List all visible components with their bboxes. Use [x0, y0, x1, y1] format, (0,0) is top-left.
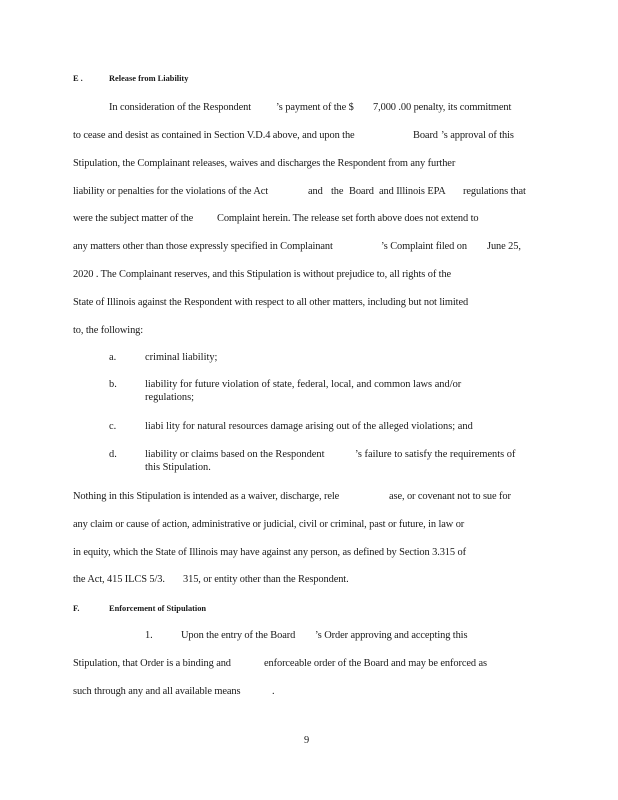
text-line: in equity, which the State of Illinois may have against any person, as defined by Section 3.315 of — [73, 547, 466, 558]
text-line: any matters other than those expressly specified in Complainant — [73, 241, 333, 252]
list-item-text: liabi lity for natural resources damage arising out of the alleged violations; and — [145, 421, 473, 432]
text-line: Upon the entry of the Board — [181, 630, 296, 641]
text-line: 315, or entity other than the Respondent. — [183, 574, 349, 585]
text-line: In consideration of the Respondent — [109, 102, 252, 113]
list-item-text: liability or claims based on the Respondent — [145, 449, 325, 460]
list-item-letter: c. — [109, 421, 117, 432]
text-line: any claim or cause of action, administrative or judicial, civil or criminal, past or future, in law or — [73, 519, 465, 530]
list-item-text: ’s failure to satisfy the requirements of — [355, 449, 516, 460]
list-item-text: regulations; — [145, 392, 195, 403]
text-line: Complaint herein. The release set forth above does not extend to — [217, 213, 479, 224]
page-number: 9 — [304, 735, 310, 746]
text-line: enforceable order of the Board and may be enforced as — [264, 658, 487, 669]
list-item-letter: a. — [109, 352, 117, 363]
text-line: Board — [413, 130, 438, 141]
text-line: . — [272, 686, 275, 697]
section-f-letter: F. — [73, 604, 80, 613]
text-line: ase, or covenant not to sue for — [389, 491, 511, 502]
text-line: ’s approval of this — [441, 130, 514, 141]
text-line: Stipulation, the Complainant releases, waives and discharges the Respondent from any further — [73, 158, 456, 169]
list-item-text: this Stipulation. — [145, 462, 211, 473]
text-line: regulations that — [463, 186, 526, 197]
text-line: liability or penalties for the violations of the Act — [73, 186, 269, 197]
text-line: Nothing in this Stipulation is intended as a waiver, discharge, rele — [73, 491, 340, 502]
text-line: State of Illinois against the Respondent with respect to all other matters, including but not limited — [73, 297, 469, 308]
text-line: 7,000 .00 penalty, its commitment — [373, 102, 512, 113]
text-line: ’s payment of the $ — [276, 102, 354, 113]
text-line: Board — [349, 186, 374, 197]
section-e-title: Release from Liability — [109, 74, 189, 83]
text-line: such through any and all available means — [73, 686, 241, 697]
section-f-title: Enforcement of Stipulation — [109, 604, 207, 613]
text-line: ’s Order approving and accepting this — [315, 630, 468, 641]
list-item-letter: d. — [109, 449, 117, 460]
text-line: ’s Complaint filed on — [381, 241, 467, 252]
text-line: Stipulation, that Order is a binding and — [73, 658, 231, 669]
text-line: and Illinois EPA — [379, 186, 446, 197]
list-item-text: criminal liability; — [145, 352, 218, 363]
text-line: and — [308, 186, 323, 197]
text-line: to cease and desist as contained in Section V.D.4 above, and upon the — [73, 130, 355, 141]
text-line: were the subject matter of the — [73, 213, 194, 224]
text-line: June 25, — [487, 241, 521, 252]
text-line: the Act, 415 ILCS 5/3. — [73, 574, 165, 585]
text-line: 2020 . The Complainant reserves, and this Stipulation is without prejudice to, all rights of the — [73, 269, 452, 280]
list-item-text: liability for future violation of state, federal, local, and common laws and/or — [145, 379, 462, 390]
text-line: the — [331, 186, 344, 197]
list-item-letter: b. — [109, 379, 117, 390]
text-line: 1. — [145, 630, 153, 641]
text-line: to, the following: — [73, 325, 144, 336]
section-e-letter: E . — [73, 74, 83, 83]
